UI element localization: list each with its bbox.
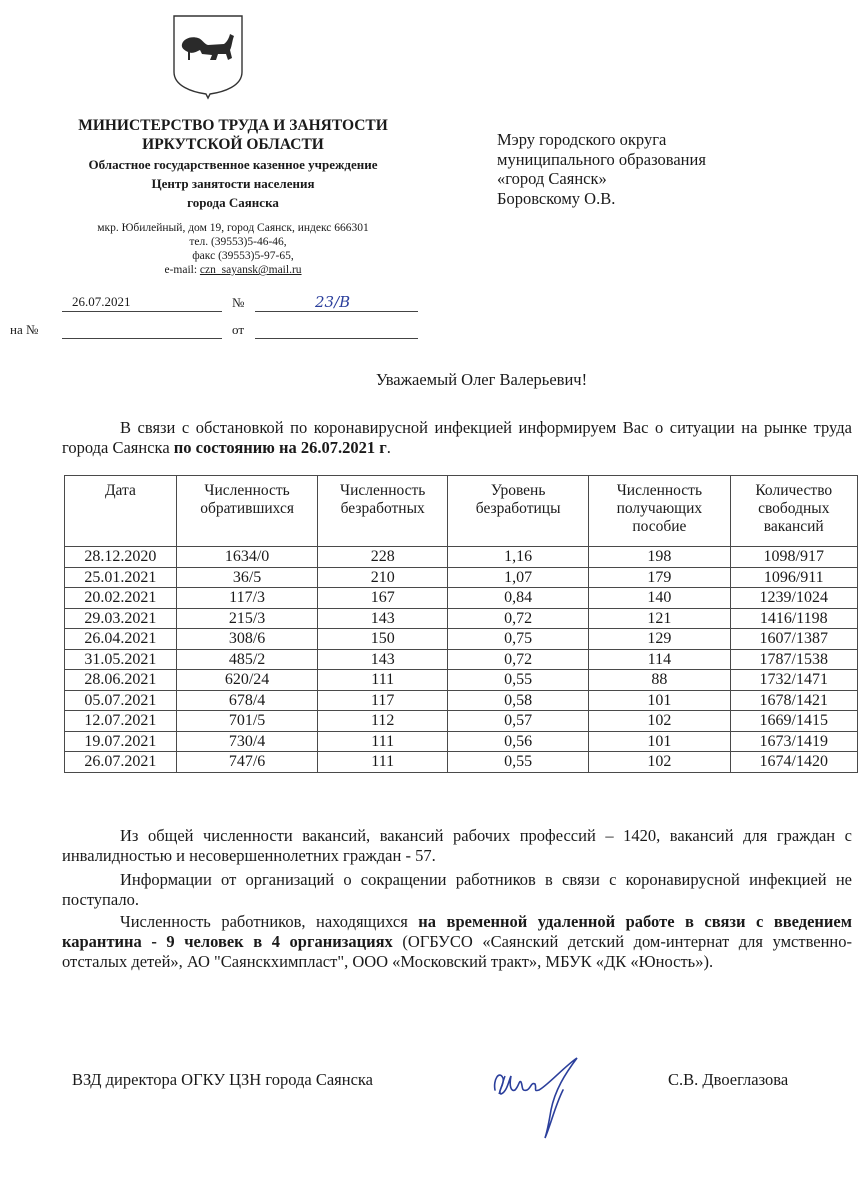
table-row: [65, 752, 858, 773]
greeting: Уважаемый Олег Валерьевич!: [375, 370, 588, 389]
cell-vacancies: 1096/911: [730, 567, 857, 588]
cell-applicants: 485/2: [176, 649, 318, 670]
cell-benefit: 101: [589, 731, 730, 752]
cell-benefit: 129: [589, 629, 730, 650]
org-address: мкр. Юбилейный, дом 19, город Саянск, индекс 666301: [97, 222, 369, 234]
addressee-line2: муниципального образования: [497, 149, 706, 169]
cell-date: 29.03.2021: [65, 608, 177, 629]
cell-benefit: 140: [589, 588, 730, 609]
cell-unemployed: 228: [318, 547, 448, 568]
cell-applicants: 117/3: [176, 588, 318, 609]
cell-unemployed: 143: [318, 608, 448, 629]
cell-date: 20.02.2021: [65, 588, 177, 609]
cell-vacancies: 1239/1024: [730, 588, 857, 609]
cell-unemployed: 150: [318, 629, 448, 650]
cell-vacancies: 1787/1538: [730, 649, 857, 670]
doc-date-field: [62, 293, 222, 312]
email-label: e-mail:: [164, 264, 200, 276]
cell-applicants: 678/4: [176, 690, 318, 711]
ref-date-label: от: [232, 322, 245, 337]
cell-date: 26.07.2021: [65, 752, 177, 773]
cell-benefit: 121: [589, 608, 730, 629]
table-row: [65, 690, 858, 711]
email-link[interactable]: czn_sayansk@mail.ru: [199, 264, 302, 276]
cell-date: 26.04.2021: [65, 629, 177, 650]
cell-unemployed: 111: [318, 752, 448, 773]
addressee-line3: «город Саянск»: [497, 169, 607, 188]
cell-rate: 0,72: [448, 608, 589, 629]
cell-applicants: 701/5: [176, 711, 318, 732]
ministry-title-line1: МИНИСТЕРСТВО ТРУДА И ЗАНЯТОСТИ: [78, 117, 388, 134]
layoffs-paragraph: Информации от организаций о сокращении работников в связи с коронавирусной инфекцией не поступало.: [62, 870, 852, 909]
col-header-unemployed: Численность безработных: [318, 476, 448, 547]
cell-benefit: 88: [589, 670, 730, 691]
ministry-title-line2: ИРКУТСКОЙ ОБЛАСТИ: [142, 136, 324, 153]
cell-unemployed: 210: [318, 567, 448, 588]
cell-rate: 1,07: [448, 567, 589, 588]
table-row: [65, 731, 858, 752]
cell-unemployed: 117: [318, 690, 448, 711]
cell-applicants: 1634/0: [176, 547, 318, 568]
cell-rate: 0,56: [448, 731, 589, 752]
cell-benefit: 114: [589, 649, 730, 670]
col-header-vacancies: Количество свободных вакансий: [730, 476, 857, 547]
ref-date-field: [255, 320, 418, 339]
cell-date: 05.07.2021: [65, 690, 177, 711]
table-row: [65, 588, 858, 609]
doc-date: 26.07.2021: [72, 294, 131, 309]
cell-date: 19.07.2021: [65, 731, 177, 752]
vacancies-paragraph: Из общей численности вакансий, вакансий рабочих профессий – 1420, вакансий для граждан с инвалидностью и несовершеннолетних граждан - 57.: [62, 826, 852, 865]
cell-vacancies: 1674/1420: [730, 752, 857, 773]
cell-benefit: 179: [589, 567, 730, 588]
table-row: [65, 649, 858, 670]
table-header-row: [65, 476, 858, 547]
coat-of-arms-icon: [172, 14, 244, 100]
org-fax: факс (39553)5-97-65,: [192, 250, 294, 262]
cell-unemployed: 112: [318, 711, 448, 732]
labor-market-table: [64, 475, 858, 773]
col-header-unemployment-rate: Уровень безработицы: [448, 476, 589, 547]
addressee-block: [497, 130, 706, 208]
cell-vacancies: 1607/1387: [730, 629, 857, 650]
intro-date-bold: по состоянию на 26.07.2021 г: [173, 438, 387, 457]
org-phone: тел. (39553)5-46-46,: [189, 236, 287, 248]
cell-unemployed: 167: [318, 588, 448, 609]
table-row: [65, 629, 858, 650]
doc-number: 23/В: [315, 293, 351, 311]
ref-number-label: на №: [10, 322, 39, 337]
cell-applicants: 730/4: [176, 731, 318, 752]
cell-benefit: 102: [589, 752, 730, 773]
table-row: [65, 608, 858, 629]
addressee-line4: Боровскому О.В.: [497, 188, 616, 208]
remote-work-paragraph: [62, 912, 852, 972]
cell-vacancies: 1732/1471: [730, 670, 857, 691]
cell-vacancies: 1673/1419: [730, 731, 857, 752]
handwritten-signature-icon: [485, 1050, 605, 1140]
cell-rate: 0,55: [448, 752, 589, 773]
cell-date: 28.12.2020: [65, 547, 177, 568]
org-name-line2: Центр занятости населения: [151, 176, 315, 191]
cell-rate: 0,84: [448, 588, 589, 609]
doc-number-field: [255, 293, 418, 312]
cell-rate: 0,75: [448, 629, 589, 650]
cell-date: 28.06.2021: [65, 670, 177, 691]
remote-work-text: Численность работников, находящихся: [120, 912, 419, 931]
cell-benefit: 102: [589, 711, 730, 732]
cell-benefit: 101: [589, 690, 730, 711]
cell-vacancies: 1678/1421: [730, 690, 857, 711]
cell-date: 25.01.2021: [65, 567, 177, 588]
cell-rate: 0,55: [448, 670, 589, 691]
intro-text: В связи с обстановкой по коронавирусной инфекцией информируем Вас о ситуации на рынке труда города Саянска: [62, 418, 852, 457]
cell-applicants: 620/24: [176, 670, 318, 691]
cell-vacancies: 1098/917: [730, 547, 857, 568]
cell-applicants: 308/6: [176, 629, 318, 650]
signatory-name: С.В. Двоеглазова: [668, 1070, 789, 1089]
cell-unemployed: 143: [318, 649, 448, 670]
cell-unemployed: 111: [318, 731, 448, 752]
org-name-line3: города Саянска: [187, 195, 279, 210]
doc-number-label: №: [232, 295, 245, 310]
cell-vacancies: 1669/1415: [730, 711, 857, 732]
cell-rate: 1,16: [448, 547, 589, 568]
table-row: [65, 547, 858, 568]
intro-end: .: [386, 438, 391, 457]
cell-date: 12.07.2021: [65, 711, 177, 732]
cell-applicants: 215/3: [176, 608, 318, 629]
col-header-applicants: Численность обратившихся: [176, 476, 318, 547]
table-row: [65, 711, 858, 732]
cell-date: 31.05.2021: [65, 649, 177, 670]
table-row: [65, 670, 858, 691]
cell-applicants: 747/6: [176, 752, 318, 773]
remote-work-orgs: (ОГБУСО «Саянский детский дом-интернат для умственно-отсталых детей», АО "Саянскхимпласт", ООО «Московский тракт», МБУК «ДК «Юность»).: [62, 932, 852, 971]
signatory-title: ВЗД директора ОГКУ ЦЗН города Саянска: [72, 1070, 373, 1089]
col-header-date: Дата: [65, 476, 177, 547]
cell-vacancies: 1416/1198: [730, 608, 857, 629]
org-email-line: [40, 264, 426, 278]
cell-unemployed: 111: [318, 670, 448, 691]
cell-rate: 0,58: [448, 690, 589, 711]
cell-benefit: 198: [589, 547, 730, 568]
addressee-line1: Мэру городского округа: [497, 130, 667, 149]
org-name-line1: Областное государственное казенное учреждение: [88, 157, 378, 172]
cell-rate: 0,57: [448, 711, 589, 732]
table-row: [65, 567, 858, 588]
ref-number-field: [62, 320, 222, 339]
col-header-benefit-recipients: Численность получающих пособие: [589, 476, 730, 547]
remote-work-bold: на временной удаленной работе в связи с введением карантина - 9 человек в 4 организациях: [62, 912, 852, 951]
intro-paragraph: [62, 418, 852, 458]
cell-rate: 0,72: [448, 649, 589, 670]
cell-applicants: 36/5: [176, 567, 318, 588]
